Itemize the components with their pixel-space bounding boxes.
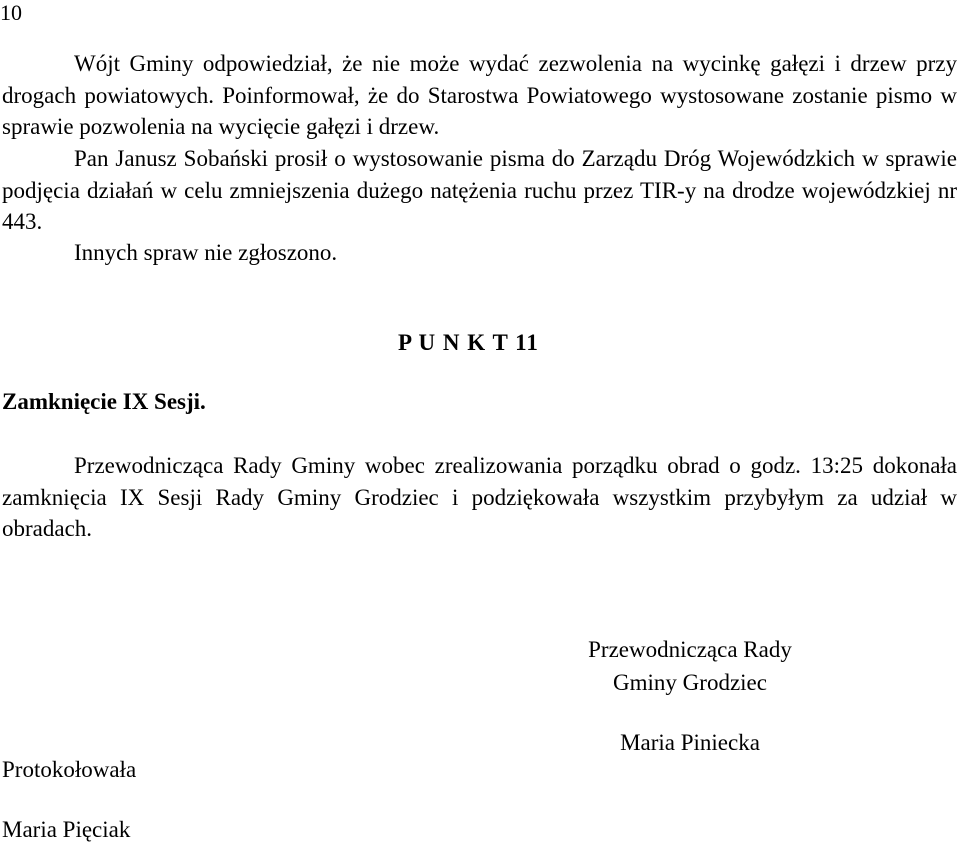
- paragraph-closing-statement: Przewodnicząca Rady Gminy wobec zrealizowania porządku obrad o godz. 13:25 dokonała zamknięcia IX Sesji Rady Gminy Grodziec i podziękowała wszystkim przybyłym za udział w obradach.: [2, 453, 957, 541]
- chair-title-line1: Przewodnicząca Rady: [588, 637, 792, 662]
- paragraph-no-other-matters: Innych spraw nie zgłoszono.: [74, 240, 338, 265]
- chair-signature-block: [520, 633, 860, 699]
- recorder-name: Maria Pięciak: [2, 817, 131, 842]
- section-heading-punkt-11: P U N K T 11: [398, 330, 539, 355]
- recorder-title: Protokołowała: [2, 757, 137, 782]
- paragraph-wojt-response: Wójt Gminy odpowiedział, że nie może wydać zezwolenia na wycinkę gałęzi i drzew przy drogach powiatowych. Poinformował, że do Starostwa Powiatowego wystosowane zostanie pismo w sprawie pozwolenia na wycięcie gałęzi i drzew.: [2, 51, 957, 139]
- paragraph-sobanski-request: Pan Janusz Sobański prosił o wystosowanie pisma do Zarządu Dróg Wojewódzkich w sprawie podjęcia działań w celu zmniejszenia dużego natężenia ruchu przez TIR-y na drodze wojewódzkiej nr 443.: [2, 146, 957, 234]
- chair-name: Maria Piniecka: [620, 730, 760, 755]
- chair-title-line2: Gminy Grodziec: [613, 670, 767, 695]
- section-title-closing: Zamknięcie IX Sesji.: [2, 389, 206, 414]
- page-number: 10: [0, 0, 22, 25]
